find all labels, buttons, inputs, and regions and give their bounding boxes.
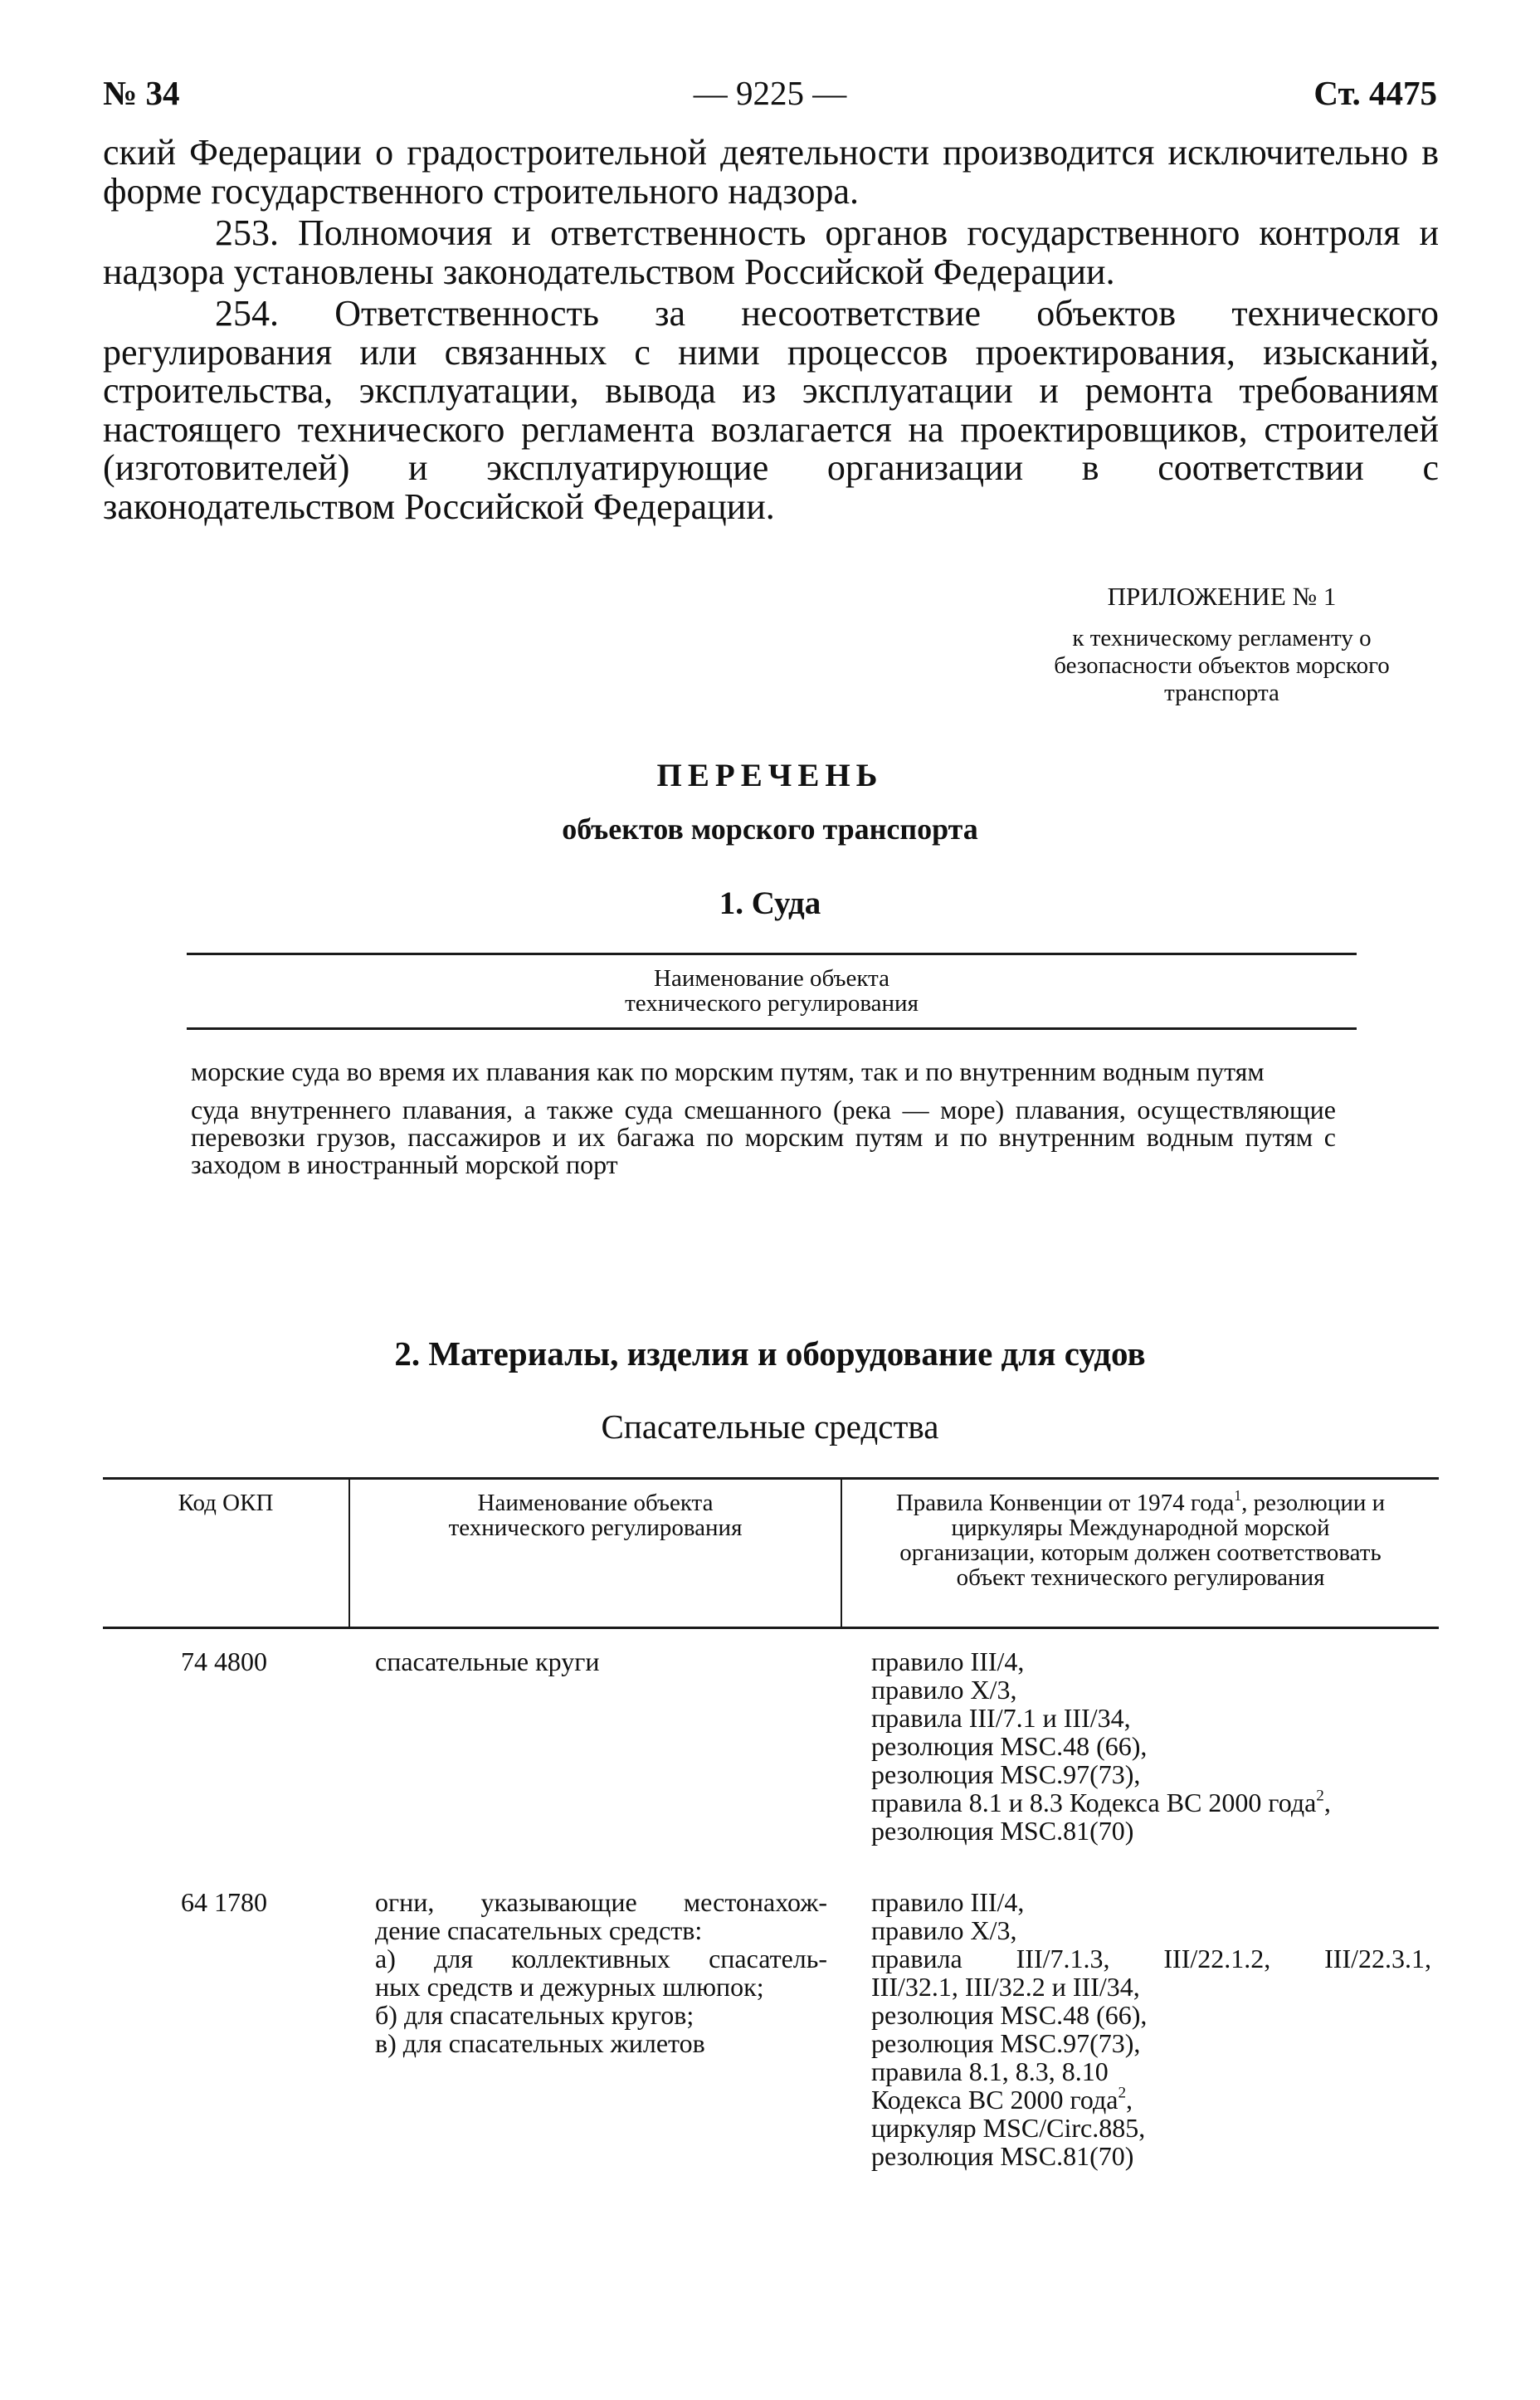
page-number: — 9225 —: [693, 74, 847, 112]
body-text: [103, 134, 1439, 526]
table1-column-header: [187, 966, 1357, 1016]
rule-line: правило III/4,: [871, 1646, 1025, 1676]
table2-top-rule: [103, 1477, 1439, 1480]
article-number: Ст. 4475: [1313, 74, 1437, 112]
appendix-subtitle: к техническому регламенту о безопасности объектов морского транспорта: [1054, 625, 1390, 706]
appendix-title: ПРИЛОЖЕНИЕ № 1: [1107, 582, 1337, 611]
list-item: суда внутреннего плавания, а также суда смешанного (река — море) плавания, осуществляющие перевозки грузов, пассажиров и их багажа по морским путям и по внутренним водным путям с заходом в иностранный морской порт: [191, 1095, 1336, 1179]
rule-line-tail: ,: [1323, 1788, 1331, 1817]
section1-title: 1. Суда: [719, 885, 821, 921]
issue-number: № 34: [103, 74, 180, 112]
rule-line: циркуляр MSC/Circ.885,: [871, 2113, 1146, 2143]
list-subtitle: объектов морского транспорта: [562, 812, 978, 846]
paragraph-continuation: ский Федерации о градостроительной деятельности производится исключительно в форме государственного строительного надзора.: [103, 132, 1439, 212]
table1-header-rule: [187, 1027, 1357, 1030]
col-header-rules: [842, 1486, 1439, 1591]
table1-body: [191, 1058, 1336, 1189]
name-line: дение спасательных средств:: [375, 1915, 703, 1945]
col-header-rules-a: Правила Конвенции от 1974 года: [895, 1490, 1235, 1516]
rule-line: правило III/4,: [871, 1887, 1025, 1917]
name-line: а) для коллективных спасатель-: [375, 1944, 827, 1973]
name-line: огни, указывающие местонахож-: [375, 1887, 827, 1917]
table2-header-rule: [103, 1627, 1439, 1629]
rule-line: резолюция MSC.81(70): [871, 2141, 1134, 2171]
table1-column-header-label: Наименование объекта технического регулирования: [625, 965, 919, 1017]
col-header-name: Наименование объекта технического регулирования: [448, 1490, 743, 1541]
table1-top-rule: [187, 953, 1357, 955]
rule-line: резолюция MSC.81(70): [871, 1816, 1134, 1846]
rule-line: резолюция MSC.97(73),: [871, 2028, 1141, 2058]
rule-line: правило X/3,: [871, 1675, 1017, 1705]
row2-name: [375, 1888, 827, 2057]
name-line: б) для спасательных кругов;: [375, 2000, 694, 2030]
row2-rules: [871, 1888, 1431, 2170]
paragraph-253: 253. Полномочия и ответственность органов государственного контроля и надзора установлены законодательством Российской Федерации.: [103, 212, 1439, 292]
footnote-2-marker: 2: [1118, 2084, 1127, 2102]
name-line: в) для спасательных жилетов: [375, 2028, 705, 2058]
row2-code: 64 1780: [181, 1887, 267, 1917]
col-header-name-wrap: [350, 1490, 841, 1540]
rule-line: правило X/3,: [871, 1915, 1017, 1945]
rule-line: правила 8.1, 8.3, 8.10: [871, 2056, 1109, 2086]
rule-line-text: Кодекса ВС 2000 года: [871, 2085, 1118, 2115]
row1-name: спасательные круги: [375, 1646, 600, 1676]
name-line: ных средств и дежурных шлюпок;: [375, 1972, 764, 2002]
rule-line: резолюция MSC.97(73),: [871, 1759, 1141, 1789]
section2-subtitle: Спасательные средства: [601, 1407, 939, 1446]
list-title: ПЕРЕЧЕНЬ: [656, 758, 884, 793]
rule-line: III/32.1, III/32.2 и III/34,: [871, 1972, 1140, 2002]
section2-title: 2. Материалы, изделия и оборудование для судов: [394, 1334, 1146, 1373]
paragraph-254: 254. Ответственность за несоответствие объектов технического регулирования или связанных с ними процессов проектирования, изысканий, строительства, эксплуатации, вывода из эксплуатации и ремонта требованиям настоящего технического регламента возлагается на проектировщиков, строителей (изготовителей) и эксплуатирующие организации в соответствии с законодательством Российской Федерации.: [103, 293, 1439, 527]
footnote-2-marker: 2: [1316, 1787, 1324, 1805]
row1-rules: [871, 1647, 1435, 1845]
rule-line: [871, 2085, 1431, 2114]
rule-line: [871, 1788, 1435, 1817]
rule-line-tail: ,: [1126, 2085, 1133, 2115]
footnote-1-marker: 1: [1234, 1486, 1242, 1504]
rule-line: правила III/7.1.3, III/22.1.2, III/22.3.1,: [871, 1944, 1431, 1973]
list-item: морские суда во время их плавания как по морским путям, так и по внутренним водным путям: [191, 1056, 1265, 1086]
col-header-rules-b: , резолюции и циркуляры Международной морской организации, которым должен соответствовать объект технического регулирования: [899, 1490, 1386, 1591]
row1-code: 74 4800: [181, 1646, 267, 1676]
rule-line: резолюция MSC.48 (66),: [871, 1731, 1148, 1761]
rule-line: резолюция MSC.48 (66),: [871, 2000, 1148, 2030]
col-header-code: Код ОКП: [178, 1490, 274, 1516]
rule-line: правила III/7.1 и III/34,: [871, 1703, 1131, 1733]
rule-line-text: правила 8.1 и 8.3 Кодекса ВС 2000 года: [871, 1788, 1317, 1817]
